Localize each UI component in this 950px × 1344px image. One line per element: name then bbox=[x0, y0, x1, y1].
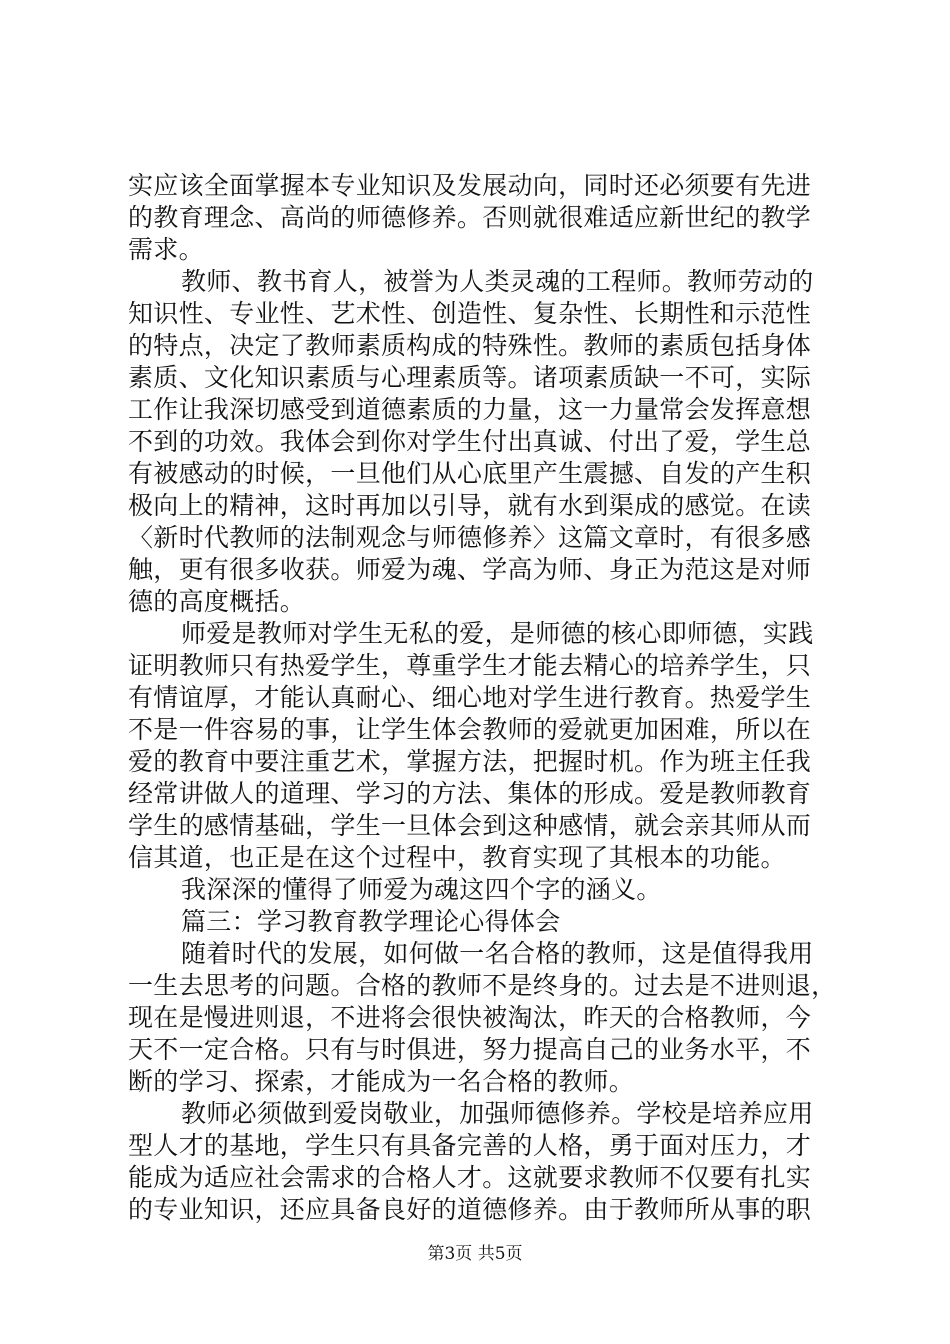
paragraph-start-line: 随着时代的发展，如何做一名合格的教师，这是值得我用 bbox=[181, 939, 814, 968]
text-line: 能成为适应社会需求的合格人才。这就要求教师不仅要有扎实 bbox=[128, 1163, 812, 1192]
text-line: 素质、文化知识素质与心理素质等。诸项素质缺一不可，实际 bbox=[128, 363, 812, 392]
text-line: 有被感动的时候，一旦他们从心底里产生震撼、自发的产生积 bbox=[128, 459, 812, 488]
text-line: 触，更有很多收获。师爱为魂、学高为师、身正为范这是对师 bbox=[128, 555, 812, 584]
text-line: 信其道，也正是在这个过程中，教育实现了其根本的功能。 bbox=[128, 843, 786, 872]
paragraph-start-line: 师爱是教师对学生无私的爱，是师德的核心即师德，实践 bbox=[181, 619, 814, 648]
text-line: 经常讲做人的道理、学习的方法、集体的形成。爱是教师教育 bbox=[128, 779, 812, 808]
text-line: 型人才的基地，学生只有具备完善的人格，勇于面对压力，才 bbox=[128, 1131, 812, 1160]
section-heading: 篇三：学习教育教学理论心得体会 bbox=[181, 907, 561, 936]
text-line: 知识性、专业性、艺术性、创造性、复杂性、长期性和示范性 bbox=[128, 299, 812, 328]
text-line: 〈新时代教师的法制观念与师德修养〉这篇文章时，有很多感 bbox=[128, 523, 812, 552]
text-line: 不到的功效。我体会到你对学生付出真诚、付出了爱，学生总 bbox=[128, 427, 812, 456]
text-line: 不是一件容易的事，让学生体会教师的爱就更加困难，所以在 bbox=[128, 715, 812, 744]
paragraph-start-line: 教师、教书育人，被誉为人类灵魂的工程师。教师劳动的 bbox=[181, 267, 814, 296]
text-line: 现在是慢进则退，不进将会很快被淘汰，昨天的合格教师，今 bbox=[128, 1003, 812, 1032]
text-line: 德的高度概括。 bbox=[128, 587, 306, 616]
text-line: 的教育理念、高尚的师德修养。否则就很难适应新世纪的教学 bbox=[128, 203, 812, 232]
text-line: 学生的感情基础，学生一旦体会到这种感情，就会亲其师从而 bbox=[128, 811, 812, 840]
page-number-footer: 第3页 共5页 bbox=[427, 1244, 523, 1264]
paragraph-start-line: 教师必须做到爱岗敬业，加强师德修养。学校是培养应用 bbox=[181, 1099, 814, 1128]
document-body bbox=[128, 170, 837, 1226]
text-line: 天不一定合格。只有与时俱进，努力提高自己的业务水平，不 bbox=[128, 1035, 812, 1064]
text-line: 的特点，决定了教师素质构成的特殊性。教师的素质包括身体 bbox=[128, 331, 812, 360]
text-line: 工作让我深切感受到道德素质的力量，这一力量常会发挥意想 bbox=[128, 395, 812, 424]
text-line: 的专业知识，还应具备良好的道德修养。由于教师所从事的职 bbox=[128, 1195, 812, 1224]
paragraph-start-line: 我深深的懂得了师爱为魂这四个字的涵义。 bbox=[181, 875, 662, 904]
text-line: 实应该全面掌握本专业知识及发展动向，同时还必须要有先进 bbox=[128, 171, 812, 200]
text-line: 证明教师只有热爱学生，尊重学生才能去精心的培养学生，只 bbox=[128, 651, 812, 680]
text-line: 爱的教育中要注重艺术，掌握方法，把握时机。作为班主任我 bbox=[128, 747, 812, 776]
text-line: 有情谊厚，才能认真耐心、细心地对学生进行教育。热爱学生 bbox=[128, 683, 812, 712]
text-line: 断的学习、探索，才能成为一名合格的教师。 bbox=[128, 1067, 635, 1096]
text-line: 极向上的精神，这时再加以引导，就有水到渠成的感觉。在读 bbox=[128, 491, 812, 520]
text-line: 需求。 bbox=[128, 235, 204, 264]
text-line: 一生去思考的问题。合格的教师不是终身的。过去是不进则退， bbox=[128, 971, 837, 1000]
